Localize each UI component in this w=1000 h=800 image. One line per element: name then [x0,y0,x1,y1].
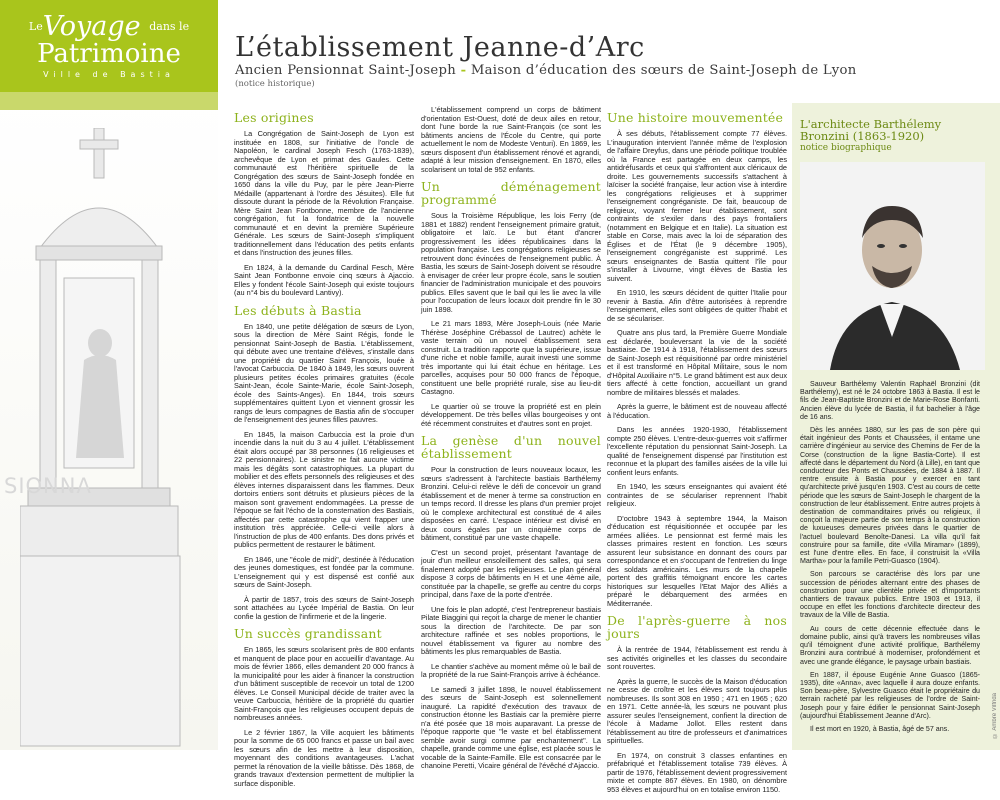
sidebar-text [800,380,980,738]
paragraph: D'octobre 1943 à septembre 1944, la Maison d'éducation est réquisitionnée et occupée par les armées alliées. Le pensionnat est fermé mais les classes primaires restent en fonction. Les sœurs assurent leur subsistance en donnant des cours par correspondance et en s'occupant de l'entretien du linge des soldats américains. Les murs de la chapelle portent des graffitis témoignant encore les cartes historiques sur lesquelles l'Etat Major des Alliés a préparé le débarquement des armées en Méditerranée. [607,513,787,608]
paragraph: À ses débuts, l'établissement compte 77 élèves. L'inauguration intervient l'année même de l'explosion de l'affaire Dreyfus, dans une période politique troublée où la France est partagée en deux camps, les antidréfusards et ceux qui s'affrontent aux cléricaux de droite. Les gouvernements successifs s'attachent à laïciser la société française, leur action vise à interdire les congrégations religieuses et à supprimer l'enseignement congréganiste. De fait, beaucoup de religieux, voyant fermer leur établissement, sont contraints de s'exiler dans des pays frontaliers (notamment en Belgique et en Italie). La situation est stable en Corse, mais avec la loi de séparation des Églises et de l'État (le 9 décembre 1905), l'enseignement congréganiste est supprimé. Les sœurs enseignantes de Bastia quittent l'île pour s'installer à Livourne, vingt élèves de Bastia les suivent. [607,129,787,283]
paragraph: Après la guerre, le succès de la Maison d'éducation ne cesse de croître et les élèves sont toujours plus nombreuses. Ils sont 308 en 1950 ; 471 en 1965 ; 620 en 1971. Cette année-là, les sœurs ne pouvant plus assurer seules l'enseignement, confient la direction de l'école à Madame Jollot. Elles restent dans l'établissement au titre de professeurs et d'animatrices spirituelles. [607,676,787,745]
logo-voyage: Voyage [42,11,141,42]
paragraph: Le quartier où se trouve la propriété est en plein développement. De très belles villas bourgeoises y ont été récemment construites et d'autres sont en projet. [421,401,601,428]
sidebar-title: L'architecte Barthélemy Bronzini (1863-1920) [800,117,942,143]
paragraph: En 1940, les sœurs enseignantes qui avaient été contraintes de se séculariser reprennent l'habit religieux. [607,482,787,508]
paragraph: En 1865, les sœurs scolarisent près de 800 enfants et manquent de place pour en accueillir d'avantage. Au mois de février 1866, elles demandent 20 000 francs à la municipalité pour les aider à financer la construction d'un bâtiment susceptible de recevoir un total de 1200 élèves. Le Conseil Municipal décide de traiter avec la veuve Carbuccia, héritière de la propriété du quartier Saint-François que les religieuses occupent depuis de nombreuses années. [234,645,414,722]
heading-genese: La genèse d'un nouvel établissement [421,433,601,461]
paragraph: Le 2 février 1867, la Ville acquiert les bâtiments pour la somme de 65 000 francs et passe un bail avec les sœurs afin de les mettre à leur disposition, moyennant des conditions avantageuses. L'achat permet la rénovation de la vieille bâtisse. Dès 1868, de grands travaux d'extension permettent de multiplier la surface disponible. [234,727,414,788]
page-subtitle [235,63,975,79]
heading-origines: Les origines [234,110,314,125]
logo-dans: dans le [149,20,190,33]
paragraph: En 1887, il épouse Eugénie Anne Guasco (1865-1935), dite «Anna», avec laquelle il aura douze enfants. Son beau-père, Sylvestre Guasco était le propriétaire du terrain racheté par les religieuses de l'ordre de Saint-Joseph pour y faire édifier le pensionnat Saint-Joseph (aujourd'hui Établissement Jeanne d'Arc). [800,670,980,720]
logo-le: Le [28,20,43,33]
sidebar-subtitle: notice biographique [800,143,892,153]
paragraph: Sous la Troisième République, les lois Ferry (de 1881 et 1882) rendent l'enseignement primaire gratuit, obligatoire et laïc. Le but étant d'ancrer progressivement les idées républicaines dans la population française. Les congrégations religieuses se retrouvent donc évincées de l'enseignement public. À Bastia, les sœurs de Saint-Joseph doivent se résoudre à envisager de créer leur propre école, sans le soutien financier de l'administration municipale et des pouvoirs publics. Elles savent que le bail qui les lie avec la ville pour l'occupation de leurs locaux doit prendre fin le 30 juin 1898. [421,211,601,314]
heading-demenagement: Un déménagement programmé [421,179,601,207]
paragraph: En 1840, une petite délégation de sœurs de Lyon, sous la direction de Mère Saint Régis, fonde le pensionnat Saint-Joseph de Bastia. L'établissement, qui débute avec une trentaine d'élèves, s'installe dans une propriété du quartier Saint François, louée à l'avocat Carbuccia. De 1840 à 1849, les sœurs ouvrent plusieurs petites écoles primaires gratuites (école Saint-Jean, école Sainte-Marie, école Saint-Joseph, école des Saints-Anges). En 1844, trois sœurs supplémentaires quittent Lyon et viennent grossir les rangs de leurs compagnes de Bastia afin de s'occuper de l'enseignement des jeunes filles pauvres. [234,321,414,424]
paragraph: Après la guerre, le bâtiment est de nouveau affecté à l'éducation. [607,402,787,420]
paragraph: Le chantier s'achève au moment même où le bail de la propriété de la rue Saint-François arrive à échéance. [421,661,601,679]
paragraph: Le samedi 3 juillet 1898, le nouvel établissement des sœurs de Saint-Joseph est solennellement inauguré. La rapidité d'exécution des travaux de construction étonne les Bastiais car la première pierre n'a été posée que 18 mois auparavant. La presse de l'époque rapporte que "le vaste et bel établissement semble avoir surgi comme par enchantement". La chapelle, grande comme une église, est placée sous le vocable de la Sainte-Famille. Elle est consacrée par le chanoine Peretti, Vicaire général de l'évêché d'Ajaccio. [421,684,601,770]
paragraph: En 1974, on construit 3 classes enfantines en préfabriqué et l'établissement totalise 739 élèves. À partir de 1976, l'établissement devient progressivement mixte et compte 867 élèves. En 1980, on dénombre 953 élèves et aujourd'hui on en totalise environ 1150. [607,750,787,794]
column-1 [234,106,414,794]
paragraph: En 1910, les sœurs décident de quitter l'Italie pour revenir à Bastia. Afin d'être autorisées à reprendre l'enseignement, elles sont obligées de quitter l'habit et de se séculariser. [607,288,787,323]
column-2 [421,106,601,777]
watermark-text: SIONNA [4,474,92,498]
altar-illustration [20,128,200,748]
paragraph: Sauveur Barthélemy Valentin Raphaël Bronzini (dit Barthélemy), est né le 24 octobre 1863 à Bastia. Il est le fils de Jean-Baptiste Bronzini et de Marie-Rose Bonfanti. Ancien élève du lycée de Bastia, il fut bachelier à l'âge de 16 ans. [800,380,980,421]
paragraph: En 1846, une "école de midi", destinée à l'éducation des jeunes domestiques, est fondée par la commune. L'enseignement qui y est dispensé est confié aux sœurs de Saint-Joseph. [234,554,414,589]
subtitle-part-b: Maison d’éducation des sœurs de Saint-Joseph de Lyon [470,63,857,78]
paragraph: Son parcours se caractérise dès lors par une succession de périodes alternant entre des phases de construction pour une clientèle privée et d'importants chantiers de travaux publics. Entre 1903 et 1913, il occupe en effet les fonctions d'architecte directeur des travaux de la Ville de Bastia. [800,570,980,620]
logo [0,0,218,92]
subtitle-part-a: Ancien Pensionnat Saint-Joseph [235,63,457,78]
logo-ville: Ville de Bastia [43,70,175,79]
logo-patrimoine: Patrimoine [37,39,181,69]
heading-histoire: Une histoire mouvementée [607,110,784,125]
paragraph: Au cours de cette décennie effectuée dans le domaine public, ainsi qu'à travers les nombreuses villas qu'il témoignent d'une activité prolifique, Barthélemy Bronzini aura contribué à moderniser, profondément et avec une grande élégance, le paysage urbain bastiais. [800,624,980,666]
green-stripe [0,92,218,110]
paragraph: C'est un second projet, présentant l'avantage de jouir d'un meilleur ensoleillement des salles, qui sera finalement adopté par les religieuses. Le plan général dispose 3 corps de bâtiments en H et une 4ème aile, constituée par la chapelle, se greffe au centre du corps principal, dans l'axe de la porte d'entrée. [421,547,601,599]
paragraph: Dans les années 1920-1930, l'établissement compte 250 élèves. L'entre-deux-guerres voit s'affirmer l'excellente réputation du pensionnat Saint-Joseph. La qualité de l'enseignement dispensé par l'institution est reconnue et la plupart des familles aisées de la ville lui confient leurs enfants. [607,425,787,477]
header [235,33,975,89]
paragraph: À partir de 1857, trois des sœurs de Saint-Joseph sont attachées au Lycée Impérial de Bastia. On leur confie la gestion de l'infirmerie et de la lingerie. [234,594,414,621]
paragraph: En 1824, à la demande du Cardinal Fesch, Mère Saint Jean Fontbonne envoie cinq sœurs à Ajaccio. Elles y fondent l'école Saint-Joseph qui existe toujours (au n°4 bis du boulevard Lantivy). [234,262,414,297]
architect-sidebar [792,103,1000,750]
paragraph: En 1845, la maison Carbuccia est la proie d'un incendie dans la nuit du 3 au 4 juillet. L'établissement était alors occupé par 38 personnes (16 religieuses et 22 pensionnaires). Le sinistre ne fait aucune victime mais les dégâts sont catastrophiques. La plupart du mobilier et des effets personnels des religieuses et des élèves internes disparaissent dans les flammes. Deux dortoirs entiers sont détruits et plusieurs pièces de la maison sont gravement endommagées. La presse de l'époque se fait l'écho de la consternation des Bastiais, affectés par cette catastrophe qui vient frapper une institution très appréciée. Celle-ci veille alors à l'instruction de plus de 400 enfants. Des dons privés et publics permettent de restaurer le bâtiment. [234,429,414,549]
column-3 [607,106,787,800]
paragraph: Quatre ans plus tard, la Première Guerre Mondiale est déclarée, bouleversant la vie de la société bastiaise. De 1914 à 1918, l'établissement des sœurs de Saint-Joseph est réquisitionné par ordre ministériel et il est transformé en Hôpital Militaire, sous le nom d'Hôpital Auxiliaire n°5. Le grand bâtiment est aux deux tiers affecté à cette fonction, accueillant un grand nombre de militaires blessés et malades. [607,328,787,397]
paragraph: L'établissement comprend un corps de bâtiment d'orientation Est-Ouest, doté de deux ailes en retour, dont l'une borde la rue Saint-François (ce sont les bâtiments anciens de l'École du Centre, qui porte actuellement le nom de Modeste Venturi). En 1869, les sœurs disposent d'un établissement rénové et agrandi, adapté à leur mission d'enseignement. En 1870, elles scolarisent un total de 952 enfants. [421,105,601,174]
notice-label: (notice historique) [235,79,315,89]
paragraph: À la rentrée de 1944, l'établissement est rendu à ses activités originelles et les classes du secondaire sont rouvertes. [607,645,787,671]
page-title: L’établissement Jeanne-d’Arc [235,32,645,63]
altar-photo [0,92,218,750]
heading-debuts: Les débuts à Bastia [234,302,362,318]
paragraph: Une fois le plan adopté, c'est l'entrepreneur bastiais Pilate Biaggini qui reçoit la charge de mener le chantier sous la direction de l'architecte. De par son architecture raffinée et ses nobles proportions, le nouvel établissement va figurer au nombre des bâtiments les plus remarquables de Bastia. [421,604,601,656]
paragraph: La Congrégation de Saint-Joseph de Lyon est instituée en 1808, sur l'initiative de l'oncle de Napoléon, le cardinal Joseph Fesch (1763-1839), archevêque de Lyon et primat des Gaules. Cette communauté est l'héritière spirituelle de la Congrégation des sœurs de Saint-Joseph fondée en 1650 dans la ville du Puy, par le père Jean-Pierre Médaille (appartenant à l'ordre des Jésuites). Elle fut dissoute durant la période de la Révolution Française. Mère Saint Jean Fontbonne, membre de l'ancienne congrégation, fut la fondatrice de la nouvelle communauté et en devint la première Supérieure Générale. Les sœurs de Saint-Joseph s'impliquent traditionnellement dans l'éducation des petits enfants et dans l'instruction des jeunes filles. [234,129,414,257]
heading-succes: Un succès grandissant [234,626,382,641]
architect-portrait [800,162,985,370]
paragraph: Dès les années 1880, sur les pas de son père qui était ingénieur des Ponts et Chaussées, il entame une carrière d'ingénieur au service des Chemins de Fer de la Corse (construction de la ligne Bastia-Corte). Il est affecté dans le département du Nord (à Lille), en tant que conducteur des Ponts et Chaussées, de 1884 à 1887. Il rentre ensuite à Bastia pour y exercer en tant qu'architecte privé jusqu'en 1903. C'est au cours de cette période que les sœurs de Saint-Joseph le chargent de la construction de leur établissement. Entre autres projets à destination de commanditaires privés ou religieux, il conçoit la majeure partie de son temps à la construction de luxueuses demeures privées dans le quartier de l'actuel boulevard Benoîte-Danesi. La villa qu'il fait construire pour sa famille, dite «Villa Miramar» (1899), est l'une d'entre elles. En face, il construisit la «Villa Martha» pour la famille Petri-Guasco (1904). [800,426,980,566]
paragraph: Pour la construction de leurs nouveaux locaux, les sœurs s'adressent à l'architecte bastiais Barthélemy Bronzini. Celui-ci relève le défi de concevoir un grand établissement et de mener à terme sa construction en un temps record. Il dresse les plans d'un premier projet où le complexe architectural est constitué de 4 ailes disposées en carré. L'espace intérieur est divisé en deux cours égales par un cinquième corps de bâtiment, constitué par une vaste chapelle. [421,465,601,542]
heading-apres-guerre: De l'après-guerre à nos jours [607,613,787,641]
subtitle-separator: - [460,63,467,78]
paragraph: Le 21 mars 1893, Mère Joseph-Louis (née Marie Thérèse Joséphine Crébassol de Lautrec) achète le vaste terrain où un nouvel établissement sera construit. La tradition rapporte que la supérieure, issue d'une riche et noble famille, aurait investi une somme très importante qui lui était échue en héritage. Les parcelles, acquises pour 50 000 francs de l'époque, constituent une belle propriété rurale, sise au lieu-dit Castagno. [421,319,601,396]
copyright-credit: © Ambre Vilfrida [992,693,998,738]
paragraph: Il est mort en 1920, à Bastia, âgé de 57 ans. [810,724,950,733]
